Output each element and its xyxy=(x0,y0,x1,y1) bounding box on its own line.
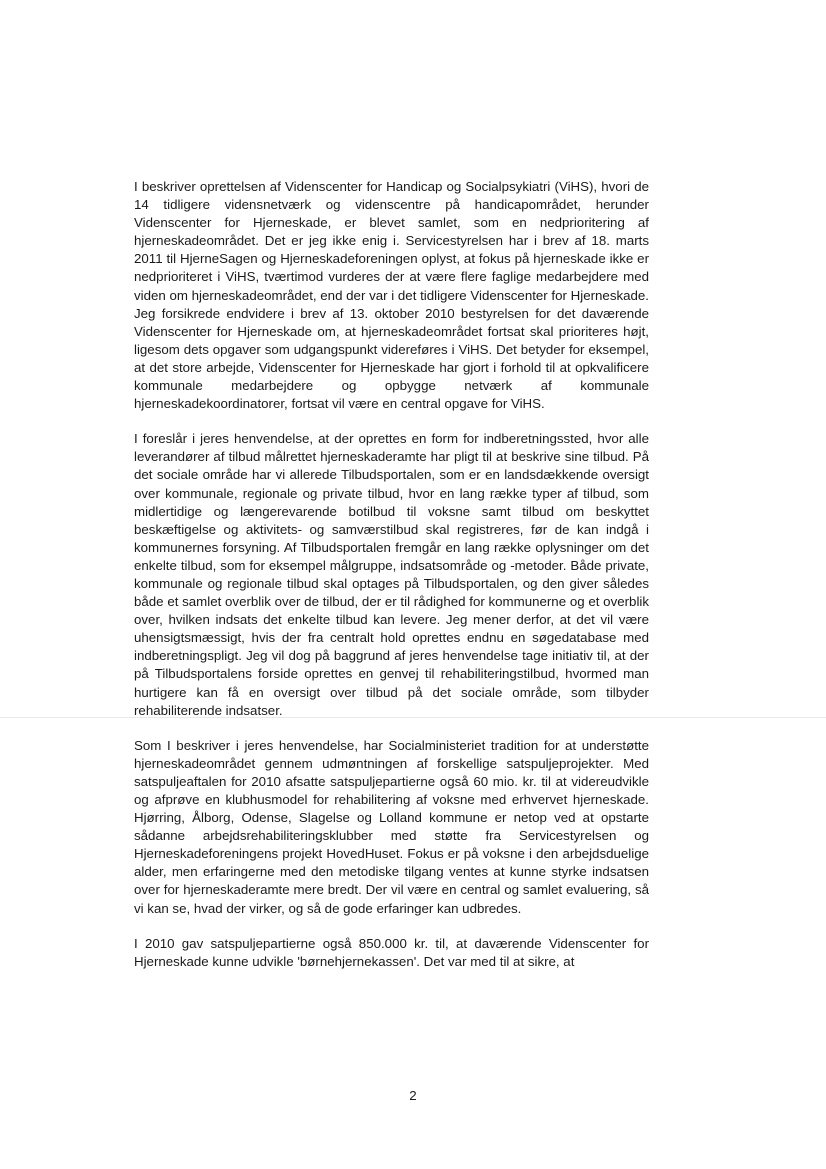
letter-body xyxy=(134,178,649,988)
paragraph-tilbudsportalen: I foreslår i jeres henvendelse, at der oprettes en form for indberetningssted, hvor alle leverandører af tilbud målrettet hjerneskaderamte har pligt til at beskrive sine tilbud. På det sociale område har vi allerede Tilbudsportalen, som er en landsdækkende oversigt over kommunale, regionale og private tilbud, hvor en lang række typer af tilbud, som midlertidige og længerevarende botilbud til voksne samt tilbud om beskyttet beskæftigelse og aktivitets- og samværstilbud skal registreres, før de kan indgå i kommunernes forsyning. Af Tilbudsportalen fremgår en lang række oplysninger om det enkelte tilbud, som for eksempel målgruppe, indsatsområde og -metoder. Både private, kommunale og regionale tilbud skal optages på Tilbudsportalen, og den giver således både et samlet overblik over de tilbud, der er til rådighed for kommunerne og et overblik over, hvilken indsats det enkelte tilbud kan levere. Jeg mener derfor, at det vil være uhensigtsmæssigt, hvis der fra centralt hold oprettes endnu en søgedatabase med indberetningspligt. Jeg vil dog på baggrund af jeres henvendelse tage initiativ til, at der på Tilbudsportalens forside oprettes en genvej til rehabiliteringstilbud, hvormed man hurtigere kan få en oversigt over tilbud på det sociale område, som tilbyder rehabiliterende indsatser. xyxy=(134,431,649,718)
page-number: 2 xyxy=(409,1088,417,1103)
paragraph-vihs: I beskriver oprettelsen af Videnscenter for Handicap og Socialpsykiatri (ViHS), hvori de 14 tidligere vidensnetværk og videnscentre på handicapområdet, herunder Videnscenter for Hjerneskade, er blevet samlet, som en nedprioritering af hjerneskadeområdet. Det er jeg ikke enig i. Servicestyrelsen har i brev af 18. marts 2011 til HjerneSagen og Hjerneskadeforeningen oplyst, at fokus på hjerneskade ikke er nedprioriteret i ViHS, tværtimod vurderes der at være flere faglige medarbejdere med viden om hjerneskadeområdet, end der var i det tidligere Videnscenter for Hjerneskade. Jeg forsikrede endvidere i brev af 13. oktober 2010 bestyrelsen for det daværende Videnscenter for Hjerneskade om, at hjerneskadeområdet fortsat skal prioriteres højt, ligesom dets opgaver som udgangspunkt videreføres i ViHS. Det betyder for eksempel, at det store arbejde, Videnscenter for Hjerneskade har gjort i forhold til at opkvalificere kommunale medarbejdere og opbygge netværk af kommunale hjerneskadekoordinatorer, fortsat vil være en central opgave for ViHS. xyxy=(134,179,649,412)
paragraph-boernehjernekassen: I 2010 gav satspuljepartierne også 850.000 kr. til, at daværende Videnscenter for Hjerneskade kunne udvikle 'børnehjernekassen'. Det var med til at sikre, at xyxy=(134,935,649,969)
paragraph-satspulje: Som I beskriver i jeres henvendelse, har Socialministeriet tradition for at understøtte hjerneskadeområdet gennem udmøntningen af forskellige satspuljeprojekter. Med satspuljeaftalen for 2010 afsatte satspuljepartierne også 60 mio. kr. til at videreudvikle og afprøve en klubhusmodel for rehabilitering af voksne med erhvervet hjerneskade. Hjørring, Ålborg, Odense, Slagelse og Lolland kommune er netop ved at opstarte sådanne arbejdsrehabiliteringsklubber med støtte fra Servicestyrelsen og Hjerneskadeforeningens projekt HovedHuset. Fokus er på voksne i den arbejdsduelige alder, men erfaringerne med den metodiske tilgang ventes at kunne styrke indsatsen over for hjerneskaderamte mere bredt. Der vil være en central og samlet evaluering, så vi kan se, hvad der virker, og så de gode erfaringer kan udbredes. xyxy=(134,737,649,916)
